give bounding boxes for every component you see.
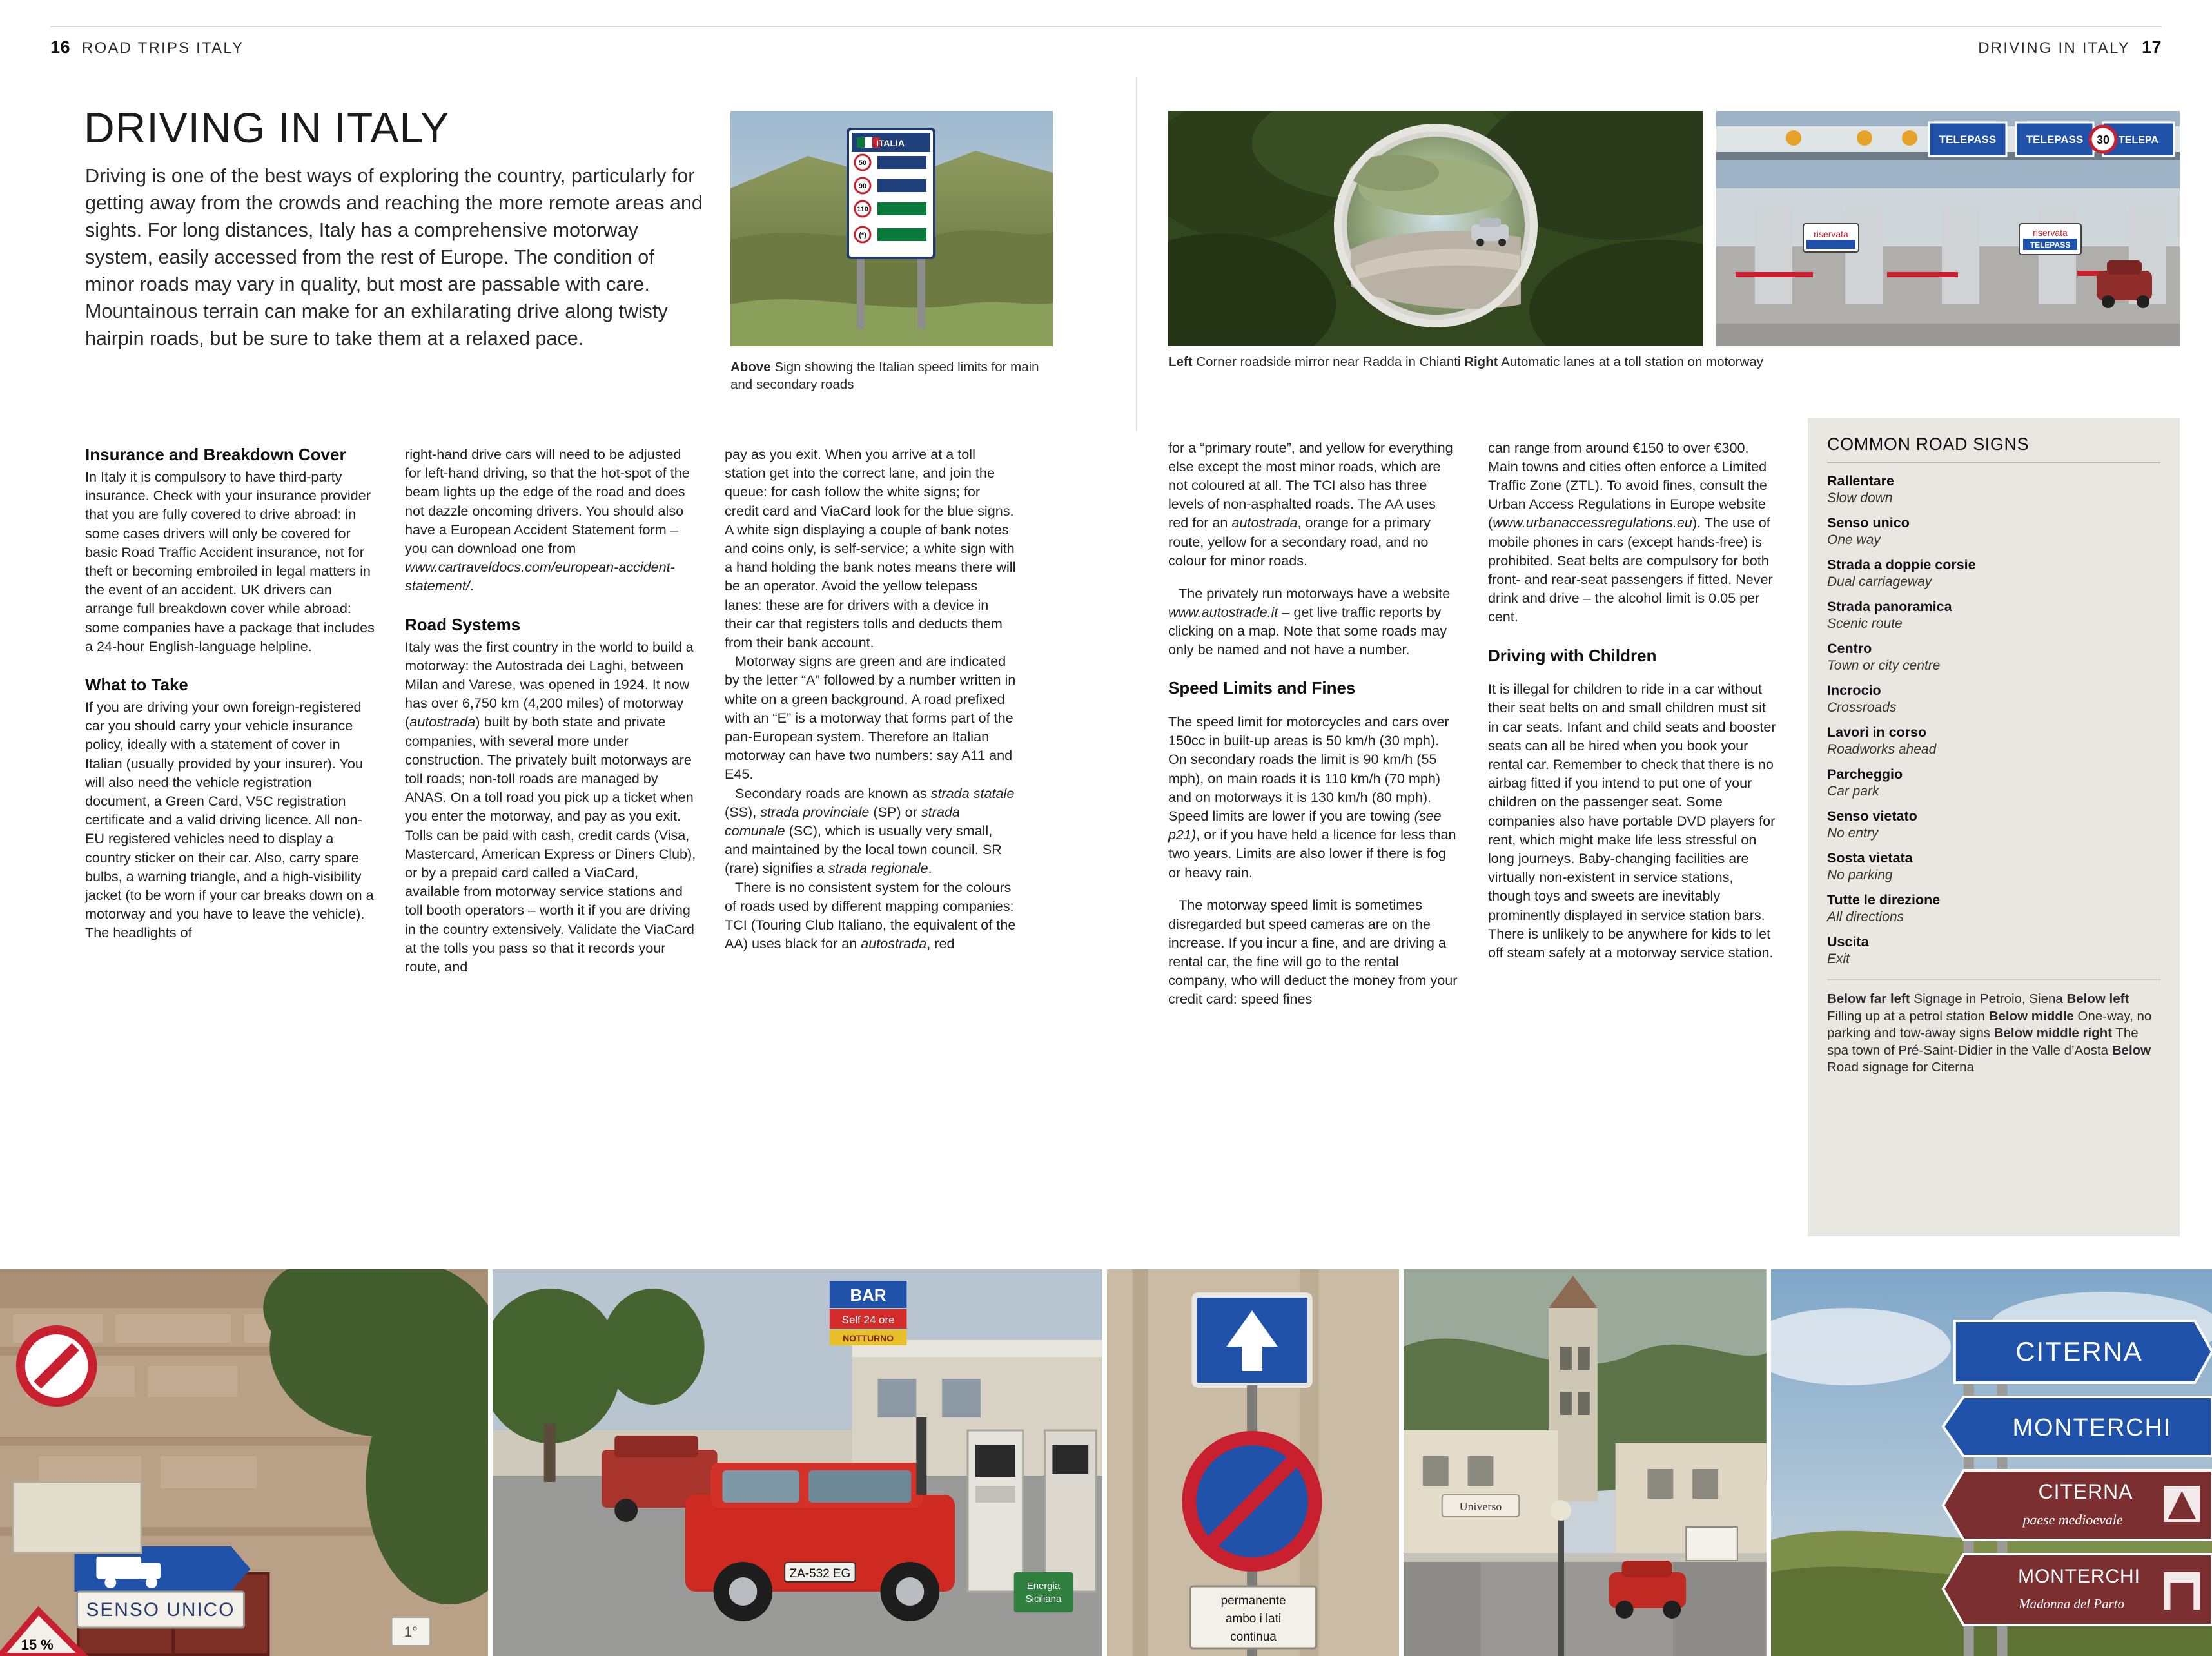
heading-road-systems: Road Systems xyxy=(405,614,521,634)
list-item xyxy=(1827,556,2160,590)
para-speed-2: The motorway speed limit is sometimes disregarded but speed cameras are on the increase. If you incur a fine, and are driving a rental car, the fine will go to the rental company, who will deduct the money from your credit card: speed fines xyxy=(1168,897,1458,1008)
svg-text:1°: 1° xyxy=(404,1623,418,1641)
svg-text:Self 24 ore: Self 24 ore xyxy=(841,1313,895,1327)
body-column-4 xyxy=(1168,424,1460,1022)
caption-right-text: Automatic lanes at a toll station on motorway xyxy=(1498,355,1763,369)
sidebar-photo-credits xyxy=(1808,991,2180,1089)
folio-left: 16 xyxy=(50,37,71,57)
svg-text:SENSO UNICO: SENSO UNICO xyxy=(86,1599,235,1621)
svg-text:Energia: Energia xyxy=(1026,1580,1061,1592)
sidebar-title: COMMON ROAD SIGNS xyxy=(1827,434,2030,454)
italic-strada-provinciale: strada provinciale xyxy=(760,803,870,820)
svg-text:ITALIA: ITALIA xyxy=(876,138,905,148)
caption-above-label: Above xyxy=(730,360,771,375)
para-r2-1-b: ). The use of mobile phones in cars (except hands-free) is prohibited. Seat belts are compulsory for both front- and rear-seat passengers if fitted. Never drink and drive – the alcohol limit is 0.05 per cent. xyxy=(1488,514,1773,625)
italic-autostrada-1: autostrada xyxy=(409,714,476,730)
caption-left-right-photos xyxy=(1168,353,2180,371)
svg-text:110: 110 xyxy=(857,206,868,213)
sidebar-common-road-signs xyxy=(1808,418,2180,1236)
sign-italian: Strada a doppie corsie xyxy=(1827,557,1976,572)
sign-italian: Centro xyxy=(1827,641,1872,656)
para-col2-1-text: right-hand drive cars will need to be adjusted for left-hand driving, so that the hot-spot of the beam lights up the edge of the road and does not dazzle oncoming drivers. You should also have a European Accident Statement form – you can download one from xyxy=(405,446,690,557)
left-page xyxy=(0,0,1136,1244)
svg-text:Madonna del Parto: Madonna del Parto xyxy=(2019,1595,2124,1612)
sign-english: Scenic route xyxy=(1827,616,1903,631)
para-speed-1-b: , or if you have held a licence for less than two years. Limits are also lower if there is fog or heavy rain. xyxy=(1168,826,1456,881)
caption-left-label: Left xyxy=(1168,355,1193,369)
caption-above-text: Sign showing the Italian speed limits for main and secondary roads xyxy=(730,360,1039,392)
sign-english: Dual carriageway xyxy=(1827,574,1932,589)
sign-english: Car park xyxy=(1827,784,1879,799)
svg-text:30: 30 xyxy=(2096,133,2110,146)
para-r2-1-a: can range from around €150 to over €300. Main towns and cities often enforce a Limited Traffic Zone (ZTL). To avoid fines, consult the Urban Access Regulations in Europe website ( xyxy=(1488,439,1767,531)
para-col3-2: Motorway signs are green and are indicated by the letter “A” followed by a number written in white on a green background. A road prefixed with an “E” is a motorway that forms part of the pan-European system. Therefore an Italian motorway can have two numbers: say A11 and E45. xyxy=(725,653,1016,783)
caption-above-sign xyxy=(730,358,1053,393)
sidebar-separator xyxy=(1827,979,2160,980)
svg-text:BAR: BAR xyxy=(850,1286,886,1305)
list-item xyxy=(1827,472,2160,507)
svg-text:MONTERCHI: MONTERCHI xyxy=(2017,1565,2140,1588)
sign-italian: Sosta vietata xyxy=(1827,850,1913,866)
svg-text:ambo i lati: ambo i lati xyxy=(1225,1612,1282,1626)
para-col3-3-e: . xyxy=(928,860,932,877)
list-item xyxy=(1827,933,2160,968)
para-r1-1 xyxy=(1168,438,1460,570)
running-head-left-text: ROAD TRIPS ITALY xyxy=(82,39,244,57)
italic-strada-comunale: strada comunale xyxy=(725,803,960,839)
credit-text-2: One-way, no parking and tow-away signs xyxy=(1827,1008,2152,1040)
sign-italian: Senso vietato xyxy=(1827,808,1917,824)
svg-text:NOTTURNO: NOTTURNO xyxy=(842,1332,894,1344)
para-r1-1-a: for a “primary route”, and yellow for everything else except the most minor roads, which are not coloured at all. The TCI also has three levels of non-asphalted roads. The AA uses red for an xyxy=(1168,439,1453,531)
standfirst-paragraph: Driving is one of the best ways of exploring the country, particularly for getting away from the crowds and reaching the more remote areas and sights. For long distances, Italy has a comprehensive motorway system, easily accessed from the rest of Europe. The condition of minor roads may vary in quality, but most are passable with care. Mountainous terrain can make for an exhilarating drive along twisty hairpin roads, but be sure to take them at a relaxed pace. xyxy=(85,165,703,349)
sign-english: Town or city centre xyxy=(1827,658,1941,673)
list-item xyxy=(1827,766,2160,800)
credit-label-2: Below middle xyxy=(1988,1008,2074,1024)
para-insurance-1: In Italy it is compulsory to have third-party insurance. Check with your insurance provider that you are fully covered to drive abroad: in some cases drivers will only be covered for basic Road Traffic Accident insurance, not for theft or becoming embroiled in legal matters in the event of an accident. UK drivers can arrange full breakdown cover while abroad: some companies have a package that includes a 24-hour English-language helpline. xyxy=(85,469,375,654)
running-head-right-text: DRIVING IN ITALY xyxy=(1978,39,2130,57)
bottom-photo-strip xyxy=(0,1269,2212,1656)
para-speed-1 xyxy=(1168,712,1460,882)
svg-text:continua: continua xyxy=(1230,1630,1277,1644)
sign-english: Exit xyxy=(1827,951,1850,966)
svg-text:(*): (*) xyxy=(859,231,866,239)
sign-english: One way xyxy=(1827,532,1881,547)
italic-autostrada-2: autostrada xyxy=(861,935,927,952)
link-accident-statement: www.cartraveldocs.com/european-accident-statement/ xyxy=(405,559,675,594)
sign-italian: Incrocio xyxy=(1827,683,1881,698)
svg-text:CITERNA: CITERNA xyxy=(2038,1479,2133,1504)
svg-text:MONTERCHI: MONTERCHI xyxy=(2012,1414,2172,1442)
svg-text:ZA-532 EG: ZA-532 EG xyxy=(789,1566,851,1581)
svg-text:riservata: riservata xyxy=(2033,228,2068,238)
para-r1-2-b: – get live traffic reports by clicking on a map. Note that some roads may only be named and not have a number. xyxy=(1168,603,1447,658)
sign-italian: Strada panoramica xyxy=(1827,599,1952,614)
photo-citerna-direction-signs xyxy=(1771,1269,2212,1656)
sign-italian: Tutte le direzione xyxy=(1827,892,1941,908)
list-item xyxy=(1827,640,2160,674)
para-col3-1: pay as you exit. When you arrive at a toll station get into the correct lane, and join the queue: for cash follow the white signs; for credit card and ViaCard look for the blue signs. A white sign displaying a couple of bank notes and coins only, is self-service; a white sign with a hand holding the bank notes means there will be an operator. Avoid the yellow telepass lanes: these are for drivers with a device in their car that registers tolls and deducts them from their bank account. xyxy=(725,446,1016,651)
italic-strada-statale: strada statale xyxy=(930,784,1015,801)
list-item xyxy=(1827,724,2160,758)
caption-left-text: Corner roadside mirror near Radda in Chianti xyxy=(1192,355,1465,369)
para-col3-3-d: (SC), which is usually very small, and maintained by the local town council. SR (rare) signifies a xyxy=(725,823,1002,877)
list-item xyxy=(1827,891,2160,926)
sign-english: All directions xyxy=(1827,910,1904,924)
svg-text:Universo: Universo xyxy=(1459,1499,1502,1514)
sign-english: No entry xyxy=(1827,826,1879,841)
sign-english: Crossroads xyxy=(1827,700,1897,715)
body-column-1 xyxy=(85,445,377,942)
svg-text:90: 90 xyxy=(858,182,867,190)
para-road-systems-1 xyxy=(405,638,696,977)
para-r1-2 xyxy=(1168,584,1460,659)
svg-text:TELEPASS: TELEPASS xyxy=(2026,133,2084,146)
svg-text:15 %: 15 % xyxy=(21,1636,54,1653)
credit-text-1: Filling up at a petrol station xyxy=(1827,1008,1989,1024)
svg-text:TELEPASS: TELEPASS xyxy=(2030,240,2071,249)
credit-label-3: Below middle right xyxy=(1993,1026,2113,1040)
para-speed-1-a: The speed limit for motorcycles and cars over 150cc in built-up areas is 50 km/h (30 mph). On secondary roads the limit is 90 km/h (55 mph), on main roads it is 110 km/h (70 mph) and on motorways it is 130 km/h (80 mph). Speed limits are lower if you are towing xyxy=(1168,714,1449,824)
para-col2-1-end: . xyxy=(469,578,474,594)
sign-italian: Senso unico xyxy=(1827,515,1910,531)
para-col3-4-a: There is no consistent system for the colours of roads used by different mapping companies: TCI (Touring Club Italiano, the equivalent of the AA) uses black for an xyxy=(725,879,1016,952)
para-r2-1 xyxy=(1488,438,1779,627)
caption-right-label: Right xyxy=(1464,355,1498,369)
list-item xyxy=(1827,514,2160,549)
body-column-5 xyxy=(1488,424,1779,976)
para-col3-4 xyxy=(725,878,1016,953)
svg-text:Siciliana: Siciliana xyxy=(1025,1593,1062,1605)
heading-what-to-take: What to Take xyxy=(85,675,188,695)
para-what-to-take-1: If you are driving your own foreign-registered car you should carry your vehicle insurance policy, ideally with a statement of cover in Italian (usually provided by your insurer). You will also need the vehicle registration document, a Green Card, V5C registration certificate and a valid driving licence. All non-EU registered vehicles need to display a country sticker on their car. Also, carry spare bulbs, a warning triangle, and a high-visibility jacket (to be worn if your car breaks down on a motorway and you have to leave the vehicle). The headlights of xyxy=(85,699,374,941)
para-children-1: It is illegal for children to ride in a car without their seat belts on and small children must sit in car seats. Infant and child seats and booster seats can all be hired when you book your rental car. Remember to check that there is no airbag fitted if you intend to put one of your children on the passenger seat. Some companies also have portable DVD players for rent, which might make life less stressful on long journeys. Baby-changing facilities are virtually non-existent in service stations, though toys and sweets are inevitably prominently displayed in service station bars. There is unlikely to be anywhere for kids to let off steam safely at a motorway service station. xyxy=(1488,681,1776,961)
svg-text:CITERNA: CITERNA xyxy=(2015,1336,2143,1367)
heading-driving-with-children: Driving with Children xyxy=(1488,645,1657,665)
cross-reference-p21: (see p21) xyxy=(1168,808,1442,843)
svg-text:50: 50 xyxy=(858,159,867,167)
para-col2-1 xyxy=(405,445,696,596)
photo-roadside-mirror xyxy=(1168,111,1703,346)
para-col3-4-b: , red xyxy=(926,935,955,952)
list-item xyxy=(1827,682,2160,716)
credit-text-4: Road signage for Citerna xyxy=(1827,1060,1974,1075)
svg-text:riservata: riservata xyxy=(1814,229,1848,239)
list-item xyxy=(1827,598,2160,632)
sign-italian: Lavori in corso xyxy=(1827,725,1927,740)
credit-text-0: Signage in Petroio, Siena xyxy=(1910,991,2067,1006)
sign-english: No parking xyxy=(1827,868,1893,882)
list-item xyxy=(1827,808,2160,842)
credit-label-0: Below far left xyxy=(1827,991,1910,1006)
sign-english: Roadworks ahead xyxy=(1827,742,1937,757)
photo-toll-station xyxy=(1716,111,2180,346)
para-col3-3-c: (SP) or xyxy=(869,803,921,820)
photo-oneway-noparking-signs xyxy=(1107,1269,1399,1656)
sign-italian: Uscita xyxy=(1827,934,1869,950)
folio-right: 17 xyxy=(2141,37,2162,57)
heading-speed-limits: Speed Limits and Fines xyxy=(1168,678,1356,698)
credit-label-1: Below left xyxy=(2066,991,2129,1006)
photo-petroio-signage xyxy=(0,1269,488,1656)
heading-insurance: Insurance and Breakdown Cover xyxy=(85,445,346,464)
credit-text-3: The spa town of Pré-Saint-Didier in the Valle d’Aosta xyxy=(1827,1026,2139,1058)
sign-english: Slow down xyxy=(1827,491,1893,505)
photo-pre-saint-didier-town xyxy=(1404,1269,1767,1656)
italic-strada-regionale: strada regionale xyxy=(828,860,928,877)
svg-text:paese medioevale: paese medioevale xyxy=(2022,1511,2123,1528)
svg-text:TELEPA: TELEPA xyxy=(2119,135,2158,146)
para-r1-2-a: The privately run motorways have a website xyxy=(1179,585,1451,601)
photo-petrol-station xyxy=(493,1269,1102,1656)
para-road-systems-b: ) built by both state and private companies, with several more under construction. The privately built motorways are toll roads; non-toll roads are managed by ANAS. On a toll road you pick up a ticket when you enter the motorway, and pay as you exit. Tolls can be paid with cash, credit cards (Visa, Mastercard, American Express or Diners Club), or by a prepaid card called a ViaCard, available from motorway service stations and toll booth operators – worth it if you are driving in the country extensively. Validate the ViaCard at the tolls you pass so that it records your route, and xyxy=(405,714,696,975)
para-road-systems-a: Italy was the first country in the world to build a motorway: the Autostrada dei Laghi, between Milan and Varese, was opened in 1924. It now has over 6,750 km (4,200 miles) of motorway ( xyxy=(405,638,694,730)
credit-label-4: Below xyxy=(2111,1042,2151,1058)
body-column-2 xyxy=(405,445,696,976)
sign-italian: Parcheggio xyxy=(1827,766,1903,782)
page-title: DRIVING IN ITALY xyxy=(84,104,450,151)
right-page xyxy=(1136,0,2212,1244)
para-col3-3-b: (SS), xyxy=(725,803,761,820)
para-col3-3 xyxy=(725,784,1016,878)
para-col3-3-a: Secondary roads are known as xyxy=(735,784,931,801)
svg-text:TELEPASS: TELEPASS xyxy=(1939,133,1997,146)
photo-speed-limit-sign xyxy=(730,111,1053,346)
para-r1-1-b: , orange for a primary route, yellow for a secondary road, and no colour for minor roads. xyxy=(1168,514,1431,569)
sign-italian: Rallentare xyxy=(1827,473,1894,489)
svg-text:permanente: permanente xyxy=(1220,1593,1286,1608)
link-urban-access: www.urbanaccessregulations.eu xyxy=(1493,514,1692,531)
link-autostrade: www.autostrade.it xyxy=(1168,603,1278,620)
body-column-3 xyxy=(725,445,1016,953)
list-item xyxy=(1827,850,2160,884)
sidebar-sign-list xyxy=(1808,463,2180,968)
italic-autostrada-3: autostrada xyxy=(1231,514,1298,531)
